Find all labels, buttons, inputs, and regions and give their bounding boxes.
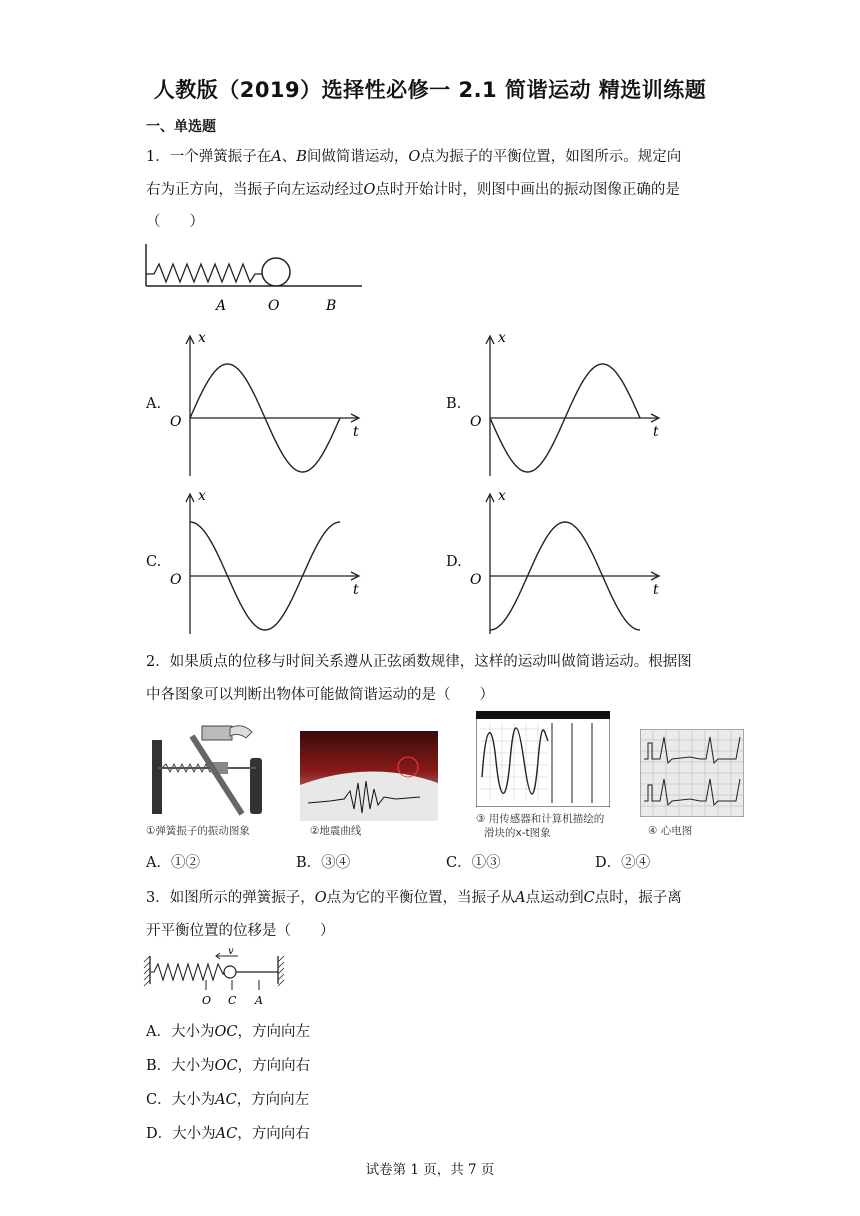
- x-axis-label: x: [198, 330, 206, 346]
- x-axis-label: x: [198, 488, 206, 504]
- q1-line1: 1．一个弹簧振子在A、B间做简谐运动，O点为振子的平衡位置，如图所示。规定向: [146, 149, 682, 165]
- q3-option-b[interactable]: B．大小为OC，方向向右: [146, 1058, 311, 1074]
- q2-line1: 2．如果质点的位移与时间关系遵从正弦函数规律，这样的运动叫做简谐运动。根据图: [146, 654, 692, 670]
- q3-spring-coil: [150, 964, 224, 980]
- q2-option-d[interactable]: D．②④: [595, 855, 651, 871]
- spring-coil: [146, 264, 262, 282]
- q1-number: 1．: [146, 149, 170, 165]
- q3-label-o: O: [202, 994, 212, 1007]
- q3-left-hatch: [144, 956, 150, 986]
- q3-right-hatch: [278, 956, 284, 986]
- q2-image-ecg: [640, 729, 744, 817]
- q3-line2: 开平衡位置的位移是（ ）: [146, 923, 335, 939]
- q2-caption-3b: 滑块的x-t图象: [484, 827, 551, 839]
- q2-number: 2．: [146, 654, 170, 670]
- t-axis-label: t: [653, 424, 659, 440]
- q1-option-b-label[interactable]: B.: [446, 396, 462, 412]
- label-b: B: [326, 298, 337, 314]
- q3-ball: [224, 966, 236, 978]
- q1-spring-figure: [140, 238, 370, 316]
- monitor-topbar: [476, 711, 610, 719]
- q2-option-c[interactable]: C．①③: [446, 855, 501, 871]
- x-axis-label: x: [498, 330, 506, 346]
- q1-option-a-label[interactable]: A.: [146, 396, 162, 412]
- t-axis-label: t: [353, 424, 359, 440]
- t-axis-label: t: [653, 582, 659, 598]
- velocity-label: v: [228, 946, 234, 957]
- q2-option-a[interactable]: A．①②: [146, 855, 200, 871]
- label-o: O: [268, 298, 280, 314]
- apparatus-left-post: [152, 740, 162, 814]
- q2-caption-2: ②地震曲线: [310, 825, 362, 837]
- q3-spring-figure: [142, 944, 287, 1008]
- paper-strip: [192, 736, 242, 814]
- origin-label: O: [170, 414, 182, 430]
- page-title: 人教版（2019）选择性必修一 2.1 简谐运动 精选训练题: [153, 78, 707, 102]
- t-axis-label: t: [353, 582, 359, 598]
- q1-graph-c[interactable]: [165, 486, 365, 638]
- seismograph-drum: [300, 771, 438, 821]
- q3-option-c[interactable]: C．大小为AC，方向向左: [146, 1092, 310, 1108]
- q1-graph-a[interactable]: [165, 328, 365, 480]
- origin-label: O: [170, 572, 182, 588]
- hand-shape: [230, 726, 252, 738]
- origin-label: O: [470, 414, 482, 430]
- q1-line2: 右为正方向，当振子向左运动经过O点时开始计时，则图中画出的振动图像正确的是: [146, 182, 680, 198]
- q2-caption-4: ④ 心电图: [648, 825, 693, 837]
- section-heading: 一、单选题: [146, 119, 216, 135]
- q1-line3: （ ）: [146, 214, 204, 230]
- q1-option-c-label[interactable]: C.: [146, 554, 162, 570]
- q1-graph-d[interactable]: [465, 486, 665, 638]
- pen-holder: [202, 726, 232, 740]
- q3-option-d[interactable]: D．大小为AC，方向向右: [146, 1126, 310, 1142]
- q3-label-a: A: [255, 994, 263, 1007]
- q2-caption-3a: ③ 用传感器和计算机描绘的: [476, 813, 605, 825]
- oscillator-ball: [262, 258, 290, 286]
- origin-label: O: [470, 572, 482, 588]
- q3-option-a[interactable]: A．大小为OC，方向向左: [146, 1024, 310, 1040]
- q3-number: 3．: [146, 890, 170, 906]
- q2-caption-1: ①弹簧振子的振动图象: [146, 825, 250, 837]
- apparatus-right-post: [250, 758, 262, 814]
- q1-option-d-label[interactable]: D.: [446, 554, 462, 570]
- q2-image-sensor-graph: [476, 711, 610, 807]
- q1-graph-b[interactable]: [465, 328, 665, 480]
- page-footer: 试卷第 1 页，共 7 页: [365, 1162, 495, 1178]
- label-a: A: [216, 298, 227, 314]
- q2-image-seismograph: [300, 731, 438, 821]
- q2-option-b[interactable]: B．③④: [296, 855, 351, 871]
- q2-image-spring-apparatus: [146, 718, 274, 818]
- q2-line2: 中各图象可以判断出物体可能做简谐运动的是（ ）: [146, 687, 494, 703]
- x-axis-label: x: [498, 488, 506, 504]
- q3-label-c: C: [228, 994, 237, 1007]
- q3-line1: 3．如图所示的弹簧振子，O点为它的平衡位置，当振子从A点运动到C点时，振子离: [146, 890, 682, 906]
